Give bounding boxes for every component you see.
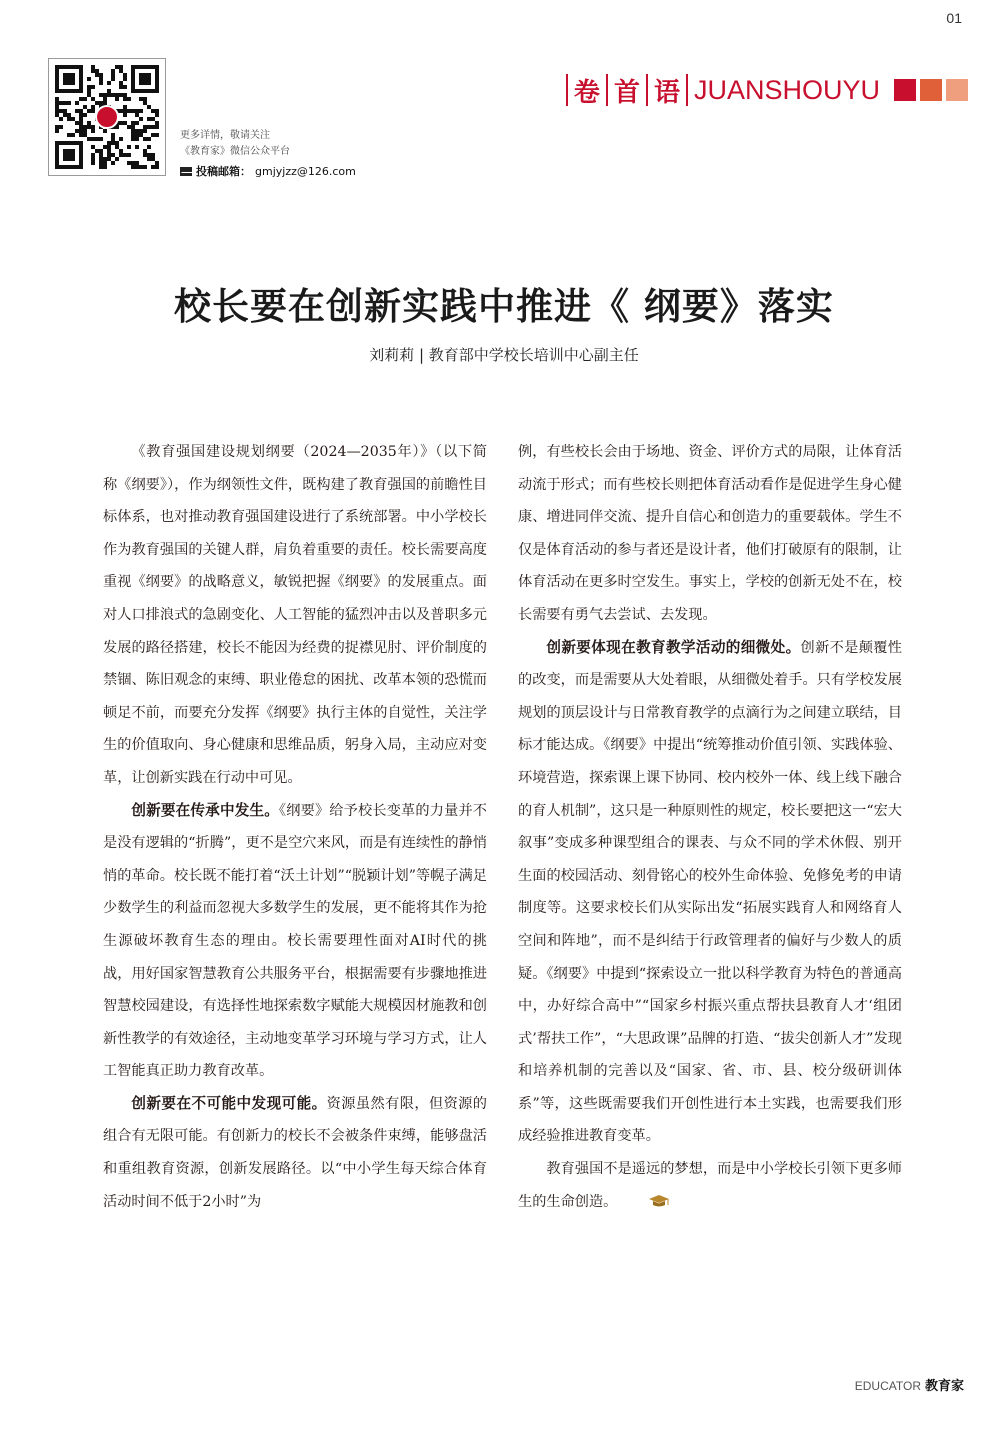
qr-code: [48, 58, 166, 176]
qr-caption-line2: 《教育家》微信公众平台: [180, 146, 290, 157]
qr-code-graphic: [55, 65, 159, 169]
divider: [646, 74, 648, 106]
divider: [606, 74, 608, 106]
paragraph-text: 《纲要》给予校长变革的力量并不是没有逻辑的“折腾”，更不是空穴来风，而是有连续性的静悄悄的革命。校长既不能打着“沃土计划”“脱颖计划”等幌子满足少数学生的利益而忽视大多数学生的发展，更不能将其作为抢生源破坏教育生态的理由。校长需要理性面对AI时代的挑战，用好国家智慧教育公共服务平台，根据需要有步骤地推进智慧校园建设，有选择性地探索数字赋能大规模因材施教和创新性教学的有效途径，主动地变革学习环境与学习方式，让人工智能真正助力教育改革。: [103, 802, 487, 1080]
paragraph-lead: 创新要在传承中发生。: [131, 801, 279, 819]
column-english: JUANSHOUYU: [693, 74, 880, 105]
paragraph: [103, 1088, 487, 1218]
paragraph-lead: 创新要体现在教育教学活动的细微处。: [546, 638, 801, 656]
paragraph: [103, 795, 487, 1088]
paragraph-text: 教育强国不是遥远的梦想，而是中小学校长引领下更多师生的生命创造。: [518, 1161, 902, 1210]
paragraph-text: 《教育强国建设规划纲要（2024—2035年）》（以下简称《纲要》），作为纲领性文件，既构建了教育强国的前瞻性目标体系，也对推动教育强国建设进行了系统部署。中小学校长作为教育强国的关键人群，肩负着重要的责任。校长需要高度重视《纲要》的战略意义，敏锐把握《纲要》的发展重点。面对人口排浪式的急剧变化、人工智能的猛烈冲击以及普职多元发展的路径搭建，校长不能因为经费的捉襟见肘、评价制度的禁锢、陈旧观念的束缚、职业倦怠的困扰、改革本领的恐慌而顿足不前，而要充分发挥《纲要》执行主体的自觉性，关注学生的价值取向、身心健康和思维品质，躬身入局，主动应对变革，让创新实践在行动中可见。: [103, 444, 487, 786]
divider: [686, 74, 688, 106]
decor-square-2: [920, 79, 942, 101]
decor-square-3: [946, 79, 968, 101]
column-header: [560, 70, 968, 110]
submission-email: [180, 163, 356, 179]
article-byline: 刘莉莉 | 教育部中学校长培训中心副主任: [369, 346, 639, 364]
qr-caption: [180, 128, 290, 160]
qr-caption-line1: 更多详情，敬请关注: [180, 130, 270, 141]
mail-icon: [180, 167, 192, 176]
paragraph-lead: 创新要在不可能中发现可能。: [131, 1094, 327, 1112]
column-char-2: 首: [613, 77, 640, 108]
graduation-cap-icon: [619, 1188, 641, 1202]
paragraph-text: 例，有些校长会由于场地、资金、评价方式的局限，让体育活动流于形式；而有些校长则把体育活动看作是促进学生身心健康、增进同伴交流、提升自信心和创造力的重要载体。学生不仅是体育活动的参与者还是设计者，他们打破原有的限制，让体育活动在更多时空发生。事实上，学校的创新无处不在，校长需要有勇气去尝试、去发现。: [518, 444, 902, 623]
body-column-left: [103, 436, 487, 1218]
paragraph: [518, 632, 902, 1154]
email-address: gmjyjzz@126.com: [255, 164, 356, 178]
footer-english: EDUCATOR: [854, 1379, 921, 1393]
column-char-1: 卷: [573, 77, 600, 108]
article-title: 校长要在创新实践中推进《 纲要》落实: [174, 285, 834, 328]
email-label: 投稿邮箱：: [196, 165, 251, 178]
footer-chinese: 教育家: [924, 1379, 964, 1394]
column-char-3: 语: [653, 77, 680, 108]
body-column-right: [518, 436, 902, 1218]
decor-square-1: [894, 79, 916, 101]
qr-logo: [96, 106, 118, 128]
paragraph-text: 创新不是颠覆性的改变，而是需要从大处着眼，从细微处着手。只有学校发展规划的顶层设计与日常教育教学的点滴行为之间建立联结，目标才能达成。《纲要》中提出“统筹推动价值引领、实践体验、环境营造，探索课上课下协同、校内校外一体、线上线下融合的育人机制”，这只是一种原则性的规定，校长要把这一“宏大叙事”变成多种课型组合的课表、与众不同的学术休假、别开生面的校园活动、刻骨铭心的校外生命体验、免修免考的申请制度等。这要求校长们从实际出发“拓展实践育人和网络育人空间和阵地”，而不是纠结于行政管理者的偏好与少数人的质疑。《纲要》中提到“探索设立一批以科学教育为特色的普通高中，办好综合高中”“国家乡村振兴重点帮扶县教育人才‘组团式’帮扶工作”，“大思政课”品牌的打造、“拔尖创新人才”发现和培养机制的完善以及“国家、省、市、县、校分级研训体系”等，这些既需要我们开创性进行本土实践，也需要我们形成经验推进教育变革。: [518, 639, 902, 1145]
paragraph: [103, 436, 487, 795]
paragraph: [518, 436, 902, 632]
paragraph-text: 资源虽然有限，但资源的组合有无限可能。有创新力的校长不会被条件束缚，能够盘活和重组教育资源，创新发展路径。以“中小学生每天综合体育活动时间不低于2小时”为: [103, 1095, 487, 1210]
paragraph: [518, 1153, 902, 1218]
page-number: 01: [946, 10, 962, 26]
divider: [566, 74, 568, 106]
footer: [855, 1375, 964, 1394]
